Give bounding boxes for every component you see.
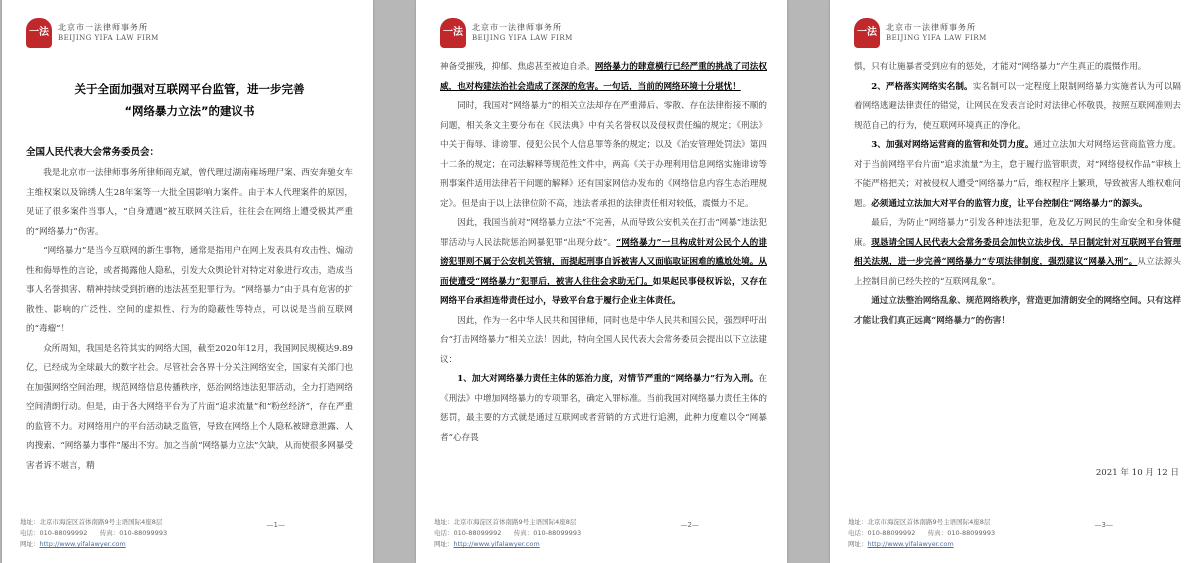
title-line-1: 关于全面加强对互联网平台监管，进一步完善 bbox=[74, 82, 305, 96]
paragraph: 同时，我国对“网络暴力”的相关立法却存在严重滞后、零散、存在法律衔接不顺的问题，相关条文主要分布在《民法典》中有关名誉权以及侵权责任编的规定；《刑法》中关于侮辱、诽谤罪、侵犯公民个人信息罪等条的规定；以及《治安管理处罚法》第四十二条的规定；在司法解释等规范性文件中，两高《关于办理利用信息网络实施诽谤等刑事案件适用法律若干问题的解释》还有国家网信办发布的《网络信息内容生态治理规定》。但是由于以上法律位阶不高，违法者承担的法律责任相对较低，震慑力不足。 bbox=[440, 101, 767, 209]
page-footer bbox=[434, 517, 769, 557]
bold-text: 必须通过立法加大对平台的监管力度，让平台控制住“网络暴力”的源头。 bbox=[871, 198, 1148, 209]
page-number: —2— bbox=[680, 521, 699, 529]
page-body bbox=[854, 58, 1181, 331]
salutation: 全国人民代表大会常务委员会： bbox=[26, 147, 160, 158]
paragraph: 惧，只有让施暴者受到应有的惩处，才能对“网络暴力”产生真正的震慑作用。 bbox=[854, 62, 1147, 72]
closing-paragraph: 通过立法整治网络乱象、规范网络秩序，营造更加清朗安全的网络空间。只有这样才能让我们真正远离“网络暴力”的伤害！ bbox=[854, 296, 1181, 326]
bold-text: 如果起民事侵权诉讼，又存在网络平台承担连带责任过小，导致平台怠于履行企业主体责任。 bbox=[440, 276, 767, 306]
footer-phone: 电话：010-88099992 bbox=[434, 529, 502, 537]
letterhead bbox=[854, 18, 1184, 54]
paragraph bbox=[854, 78, 1181, 137]
bold-text: 1、加大对网络暴力责任主体的惩治力度，对情节严重的“网络暴力”行为入刑。 bbox=[457, 374, 759, 384]
firm-logo: 一法 bbox=[440, 18, 466, 48]
footer-web-label: 网址： bbox=[20, 540, 40, 548]
paragraph: 我是北京市一法律师事务所律师阎克斌，曾代理过湖南雍场理尸案、西安奔驰女车主维权案以及锦绣人生28年案等一大批全国影响力案件。由于本人代理案件的原因，见证了很多案件当事人，“自身遭遇”被互联网关注后，往往会在网络上遭受极其严重的“网络暴力”伤害。 bbox=[26, 168, 353, 237]
footer-phone: 电话：010-88099992 bbox=[20, 529, 88, 537]
document-date: 2021 年 10 月 12 日 bbox=[1095, 468, 1179, 478]
document-title bbox=[26, 78, 353, 122]
text-run: 实名制可以一定程度上限制网络暴力实施者认为可以隔着网络逃避法律责任的错觉，让网民在发表言论时对法律心怀敬畏，按照互联网准则去规范自己的行为，使互联网环境真正的净化。 bbox=[854, 81, 1181, 131]
firm-name-cn: 北京市一法律师事务所 bbox=[886, 23, 976, 32]
text-run: 最后，为防止“网络暴力”引发各种违法犯罪，危及亿万网民的生命安全和身体健康。 bbox=[854, 218, 1181, 248]
footer-address: 地址：北京市海淀区首体南路9号主语国际4座8层 bbox=[848, 518, 991, 526]
document-page-1 bbox=[2, 0, 373, 563]
firm-logo: 一法 bbox=[26, 18, 52, 48]
firm-name-cn: 北京市一法律师事务所 bbox=[58, 23, 148, 32]
page-body bbox=[26, 60, 353, 476]
footer-web-link[interactable]: http://www.yifalawyer.com bbox=[453, 540, 540, 548]
page-number: —1— bbox=[266, 521, 285, 529]
text-run: 从立法源头上控制目前已经失控的“互联网乱象”。 bbox=[854, 257, 1181, 287]
paragraph bbox=[854, 136, 1181, 214]
text-run: 通过立法加大对网络运营商监管力度。对于当前网络平台片面“追求流量”为主，怠于履行监管职责，对“网络侵权作品”审核上不能严格把关；对被侵权人遭受“网络暴力”后，维权程序上繁琐，导致被害人维权难问题。 bbox=[854, 140, 1181, 209]
firm-name-en: BEIJING YIFA LAW FIRM bbox=[886, 34, 987, 42]
footer-web-label: 网址： bbox=[434, 540, 454, 548]
title-line-2: “网络暴力立法”的建议书 bbox=[124, 104, 255, 118]
paragraph bbox=[854, 214, 1181, 292]
letterhead bbox=[26, 18, 356, 54]
letterhead bbox=[440, 18, 770, 54]
text-run: 在《刑法》中增加网络暴力的专项罪名，确定入罪标准。当前我国对网络暴力责任主体的惩罚，最主要的方式就是通过互联网或者营销的方式进行追溯，此种力度难以令“网暴者”心存畏 bbox=[440, 374, 767, 443]
bold-text: 3、加强对网络运营商的监管和处罚力度。 bbox=[871, 140, 1034, 150]
emphasis-text: 现恳请全国人民代表大会常务委员会加快立法步伐，早日制定针对互联网平台管理相关法规，进一步完善“网络暴力”专项法律制度，强烈建议“网暴入刑”。 bbox=[854, 237, 1181, 267]
text-run: 神备受摧残，抑郁、焦虑甚至被迫自杀。 bbox=[440, 62, 595, 72]
footer-contact bbox=[434, 528, 769, 539]
firm-logo: 一法 bbox=[854, 18, 880, 48]
footer-web bbox=[434, 539, 769, 550]
emphasis-text: “网络暴力”一旦构成针对公民个人的诽谤犯罪则不属于公安机关管辖，而提起刑事自诉被害人又面临取证困难的尴尬处境。从而使遭受“网络暴力”犯罪后，被害人往往会求助无门。 bbox=[440, 237, 767, 287]
paragraph bbox=[440, 58, 767, 97]
footer-address: 地址：北京市海淀区首体南路9号主语国际4座8层 bbox=[434, 518, 577, 526]
footer-web bbox=[20, 539, 355, 550]
footer-fax: 传真：010-88099993 bbox=[99, 529, 168, 537]
paragraph: 因此，作为一名中华人民共和国律师，同时也是中华人民共和国公民，强烈呼吁出台“打击网络暴力”相关立法！因此，特向全国人民代表大会常务委员会提出以下立法建议： bbox=[440, 315, 767, 365]
footer-web-link[interactable]: http://www.yifalawyer.com bbox=[867, 540, 954, 548]
footer-fax: 传真：010-88099993 bbox=[927, 529, 996, 537]
firm-name-en: BEIJING YIFA LAW FIRM bbox=[472, 34, 573, 42]
paragraph bbox=[440, 370, 767, 448]
bold-text: 2、严格落实网络实名制。 bbox=[871, 81, 973, 92]
paragraph bbox=[440, 214, 767, 312]
page-number: —3— bbox=[1094, 521, 1113, 529]
paragraph: “网络暴力”是当今互联网的新生事物，通常是指用户在网上发表具有攻击性、煽动性和侮辱性的言论，或者揭露他人隐私，引发大众舆论针对特定对象进行攻击，造成当事人名誉损害、精神持续受到折磨的违法甚至犯罪行为。“网络暴力”由于具有危害的扩散性、影响的广泛性、空间的虚拟性、行为的隐蔽性等特点，可以说是当前互联网的“毒瘤”！ bbox=[26, 246, 353, 334]
footer-phone: 电话：010-88099992 bbox=[848, 529, 916, 537]
document-page-2 bbox=[416, 0, 787, 563]
footer-web-link[interactable]: http://www.yifalawyer.com bbox=[39, 540, 126, 548]
firm-name-cn: 北京市一法律师事务所 bbox=[472, 23, 562, 32]
document-page-3 bbox=[830, 0, 1200, 563]
footer-address: 地址：北京市海淀区首体南路9号主语国际4座8层 bbox=[20, 518, 163, 526]
firm-name-en: BEIJING YIFA LAW FIRM bbox=[58, 34, 159, 42]
emphasis-text: 网络暴力的肆意横行已经严重的挑战了司法权威，也对构建法治社会造成了深深的危害。一句话，当前的网络环境十分堪忧！ bbox=[440, 62, 767, 92]
paragraph: 众所周知，我国是名符其实的网络大国，截至2020年12月，我国网民规模达9.89亿，已经成为全球最大的数字社会。尽管社会各界十分关注网络安全，国家有关部门也在加强网络空间治理，规范网络信息传播秩序，惩治网络违法犯罪活动，全力打造网络空间清朗行动。但是，由于各大网络平台为了片面“追求流量”和“粉丝经济”，存在严重的监管不力。对网络用户的平台活动缺乏监管，导致在网络上个人隐私被肆意泄露、人肉搜索、“网络暴力事件”屡出不穷。加之当前“网络暴力立法”欠缺，从而使很多网暴受害者诉不堪言，精 bbox=[26, 343, 353, 471]
footer-web bbox=[848, 539, 1183, 550]
page-footer bbox=[848, 517, 1183, 557]
text-run: 因此，我国当前对“网络暴力立法”不完善，从而导致公安机关在打击“网暴”违法犯罪活动与人民法院惩治网暴犯罪“出现分歧”。 bbox=[440, 218, 767, 248]
footer-contact bbox=[20, 528, 355, 539]
page-footer bbox=[20, 517, 355, 557]
footer-web-label: 网址： bbox=[848, 540, 868, 548]
footer-fax: 传真：010-88099993 bbox=[513, 529, 582, 537]
page-body bbox=[440, 58, 767, 448]
footer-contact bbox=[848, 528, 1183, 539]
